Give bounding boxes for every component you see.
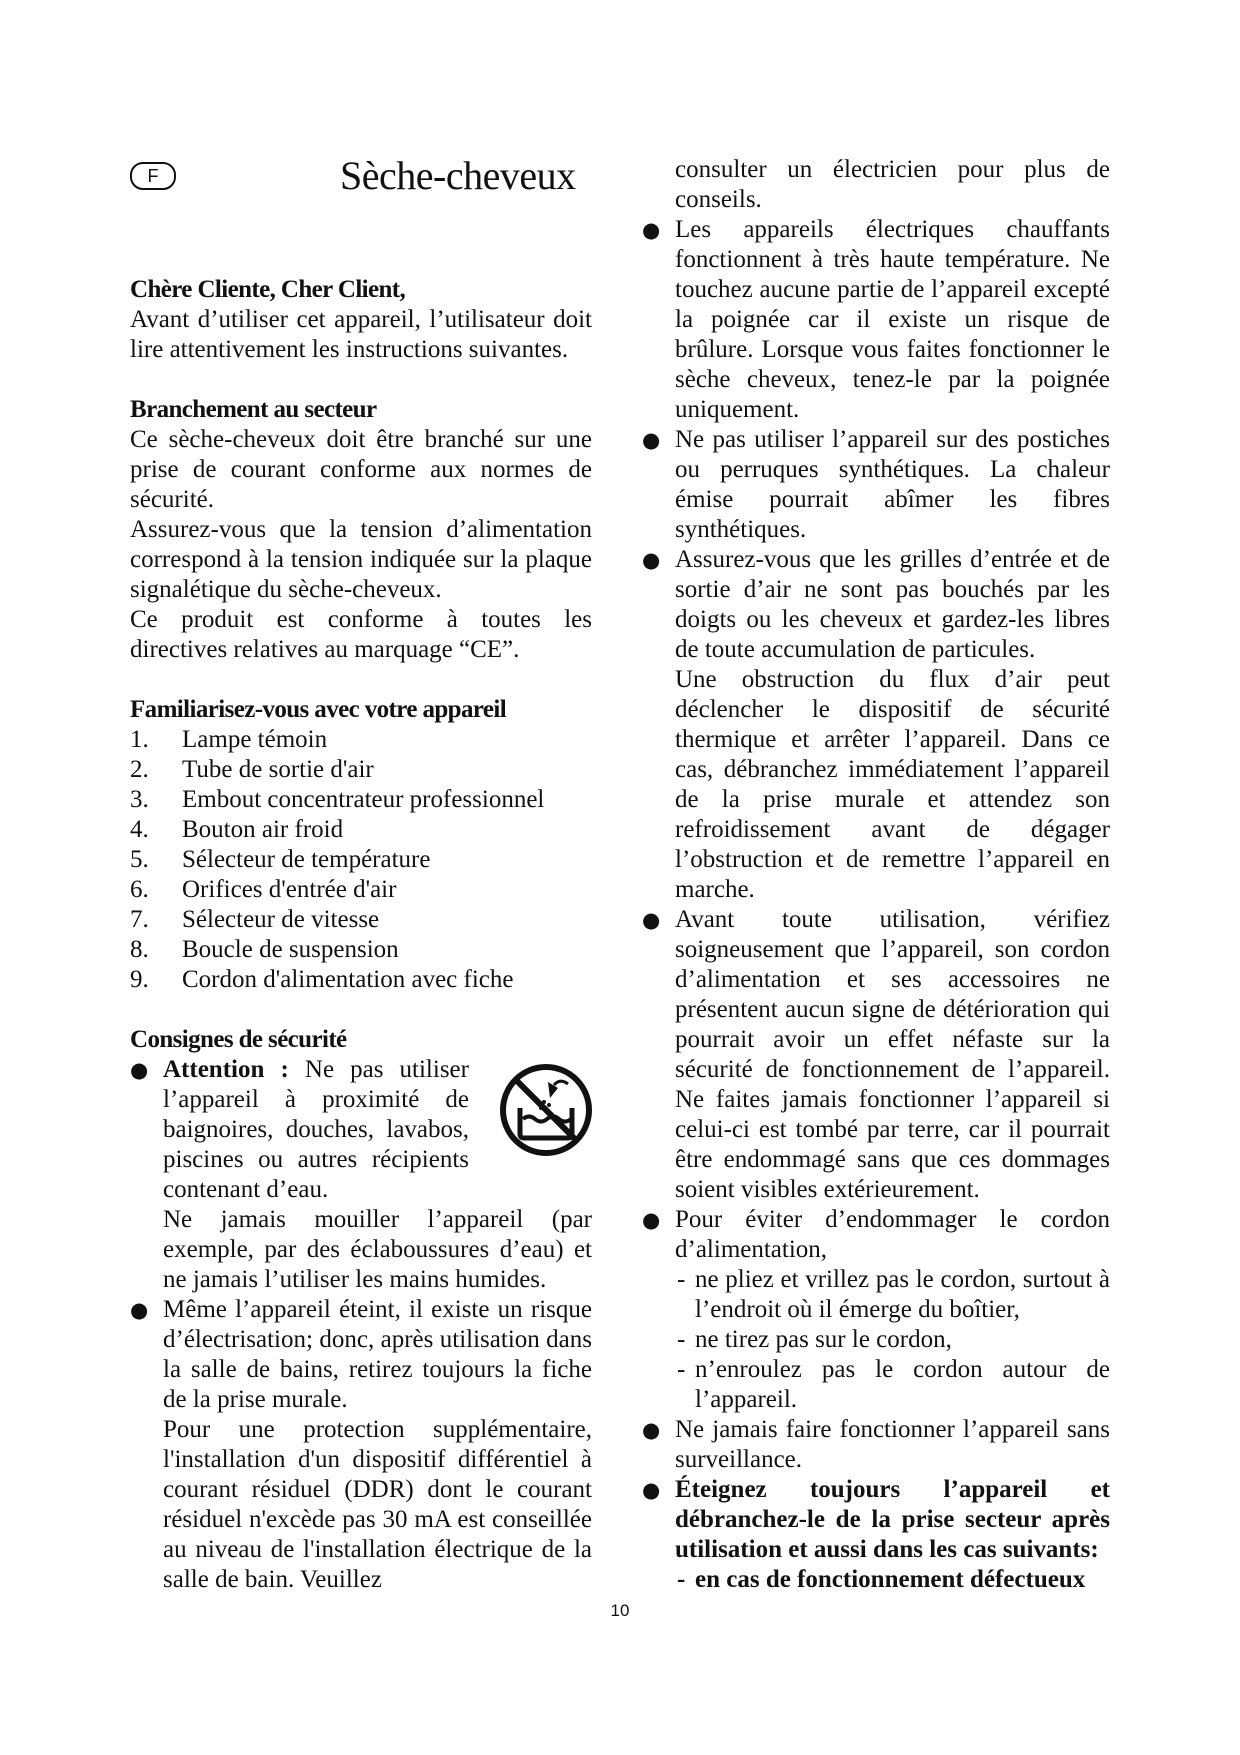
dash-icon: -: [677, 1326, 686, 1353]
no-water-warning-icon: [498, 1062, 594, 1158]
part-label: Embout concentrateur professionnel: [182, 786, 545, 813]
part-label: Bouton air froid: [182, 816, 344, 843]
attention-text: Ne pas utiliser l’appareil à proximité de baignoires, douches, lavabos, piscines ou autres récipients contenant d’eau.: [163, 1056, 469, 1203]
bullet-icon: ●: [130, 1058, 149, 1082]
dash-text: ne tirez pas sur le cordon,: [695, 1326, 952, 1353]
obstruction-text: Une obstruction du flux d’air peut déclencher le dispositif de sécurité thermique et arrêter l’appareil. Dans ce cas, débranchez immédiatement l’appareil de la prise murale et attendez son refroidissement avant de dégager l’obstruction et de remettre l’appareil en marche.: [675, 666, 1110, 903]
list-item: [642, 1415, 1110, 1475]
part-number: 1.: [130, 726, 149, 753]
attention-paragraph-2: Ne jamais mouiller l’appareil (par exemple, par des éclaboussures d’eau) et ne jamais l’utiliser les mains humides.: [163, 1206, 592, 1293]
cord-care-text: Pour éviter d’endommager le cordon d’alimentation,: [675, 1206, 1110, 1263]
bullet-icon: ●: [642, 1208, 661, 1232]
list-item: [130, 725, 592, 755]
inspection-text: Avant toute utilisation, vérifiez soigneusement que l’appareil, son cordon d’alimentation et ses accessoires ne présentent aucun signe de détérioration qui pourrait avoir un effet néfaste sur la sécurité de fonctionnement de l’appareil. Ne faites jamais fonctionner l’appareil si celui-ci est tombé par terre, car il pourrait être endommagé sans que ces dommages soient visibles extérieurement.: [675, 906, 1110, 1203]
bullet-icon: ●: [642, 908, 661, 932]
grilles-warning-text: Assurez-vous que les grilles d’entrée et de sortie d’air ne sont pas bouchés par les doigts ou les cheveux et gardez-les libres de toute accumulation de particules.: [675, 546, 1110, 663]
part-number: 2.: [130, 756, 149, 783]
mains-heading: Branchement au secteur: [130, 396, 377, 423]
part-number: 4.: [130, 816, 149, 843]
list-item: [642, 545, 1110, 905]
dash-icon: -: [677, 1356, 686, 1383]
part-label: Sélecteur de vitesse: [182, 906, 380, 933]
list-item: [642, 1475, 1110, 1565]
list-item: [130, 1295, 592, 1595]
heat-warning-text: Les appareils électriques chauffants fonctionnent à très haute température. Ne touchez aucune partie de l’appareil excepté la poignée car il existe un risque de brûlure. Lorsque vous faites fonctionner le sèche cheveux, tenez-le par la poignée uniquement.: [675, 216, 1110, 423]
list-item: [130, 965, 592, 995]
part-label: Cordon d'alimentation avec fiche: [182, 966, 514, 993]
list-item: [130, 905, 592, 935]
intro-text: Avant d’utiliser cet appareil, l’utilisateur doit lire attentivement les instructions suivantes.: [130, 306, 592, 363]
bullet-icon: ●: [642, 428, 661, 452]
dash-text: en cas de fonctionnement défectueux: [695, 1566, 1086, 1593]
dash-item: [675, 1355, 1110, 1415]
part-number: 5.: [130, 846, 149, 873]
part-label: Boucle de suspension: [182, 936, 399, 963]
bullet-icon: ●: [642, 548, 661, 572]
list-item: [642, 905, 1110, 1205]
unplug-warning-text: Éteignez toujours l’appareil et débranchez-le de la prise secteur après utilisation et aussi dans les cas suivants:: [675, 1476, 1110, 1563]
part-number: 7.: [130, 906, 149, 933]
part-number: 6.: [130, 876, 149, 903]
bullet-icon: ●: [642, 1418, 661, 1442]
list-item: [642, 215, 1110, 425]
part-number: 3.: [130, 786, 149, 813]
attention-paragraph: [163, 1055, 469, 1205]
safety-heading: Consignes de sécurité: [130, 1026, 347, 1053]
list-item: [642, 425, 1110, 545]
part-number: 9.: [130, 966, 149, 993]
dash-item: [675, 1265, 1110, 1325]
list-item: [130, 845, 592, 875]
list-item: [130, 815, 592, 845]
dash-text: n’enroulez pas le cordon autour de l’appareil.: [695, 1356, 1110, 1413]
wigs-warning-text: Ne pas utiliser l’appareil sur des postiches ou perruques synthétiques. La chaleur émise pourrait abîmer les fibres synthétiques.: [675, 426, 1110, 543]
bullet-icon: ●: [642, 218, 661, 242]
dash-item: [675, 1565, 1110, 1595]
continued-text: consulter un électricien pour plus de conseils.: [675, 156, 1110, 213]
bullet-icon: ●: [130, 1298, 149, 1322]
part-label: Tube de sortie d'air: [182, 756, 374, 783]
parts-heading: Familiarisez-vous avec votre appareil: [130, 696, 507, 723]
list-item: [130, 785, 592, 815]
bullet-icon: ●: [642, 1478, 661, 1502]
part-label: Lampe témoin: [182, 726, 328, 753]
dash-item: [675, 1325, 1110, 1355]
dash-icon: -: [677, 1566, 686, 1593]
list-item: [130, 755, 592, 785]
list-item: [642, 1205, 1110, 1415]
safety-paragraph-2b: Pour une protection supplémentaire, l'installation d'un dispositif différentiel à courant résiduel (DDR) dont le courant résiduel n'excède pas 30 mA est conseillée au niveau de l'installation électrique de la salle de bain. Veuillez: [163, 1416, 592, 1593]
attention-label: Attention :: [163, 1056, 289, 1083]
safety-paragraph-2a: Même l’appareil éteint, il existe un risque d’électrisation; donc, après utilisation dans la salle de bains, retirez toujours la fiche de la prise murale.: [163, 1296, 592, 1413]
part-label: Sélecteur de température: [182, 846, 431, 873]
page-number: 10: [610, 1601, 630, 1620]
mains-paragraph-3: Ce produit est conforme à toutes les directives relatives au marquage “CE”.: [130, 606, 592, 663]
language-badge: F: [130, 162, 176, 190]
list-item: [130, 875, 592, 905]
supervision-text: Ne jamais faire fonctionner l’appareil sans surveillance.: [675, 1416, 1110, 1473]
dash-icon: -: [677, 1266, 686, 1293]
part-number: 8.: [130, 936, 149, 963]
dash-text: ne pliez et vrillez pas le cordon, surtout à l’endroit où il émerge du boîtier,: [695, 1266, 1110, 1323]
part-label: Orifices d'entrée d'air: [182, 876, 397, 903]
page-title: Sèche-cheveux: [340, 153, 576, 198]
mains-paragraph-1: Ce sèche-cheveux doit être branché sur une prise de courant conforme aux normes de sécurité.: [130, 426, 592, 513]
mains-paragraph-2: Assurez-vous que la tension d’alimentation correspond à la tension indiquée sur la plaque signalétique du sèche-cheveux.: [130, 516, 592, 603]
parts-list: [130, 725, 592, 995]
greeting: Chère Cliente, Cher Client,: [130, 276, 406, 303]
list-item: [130, 935, 592, 965]
